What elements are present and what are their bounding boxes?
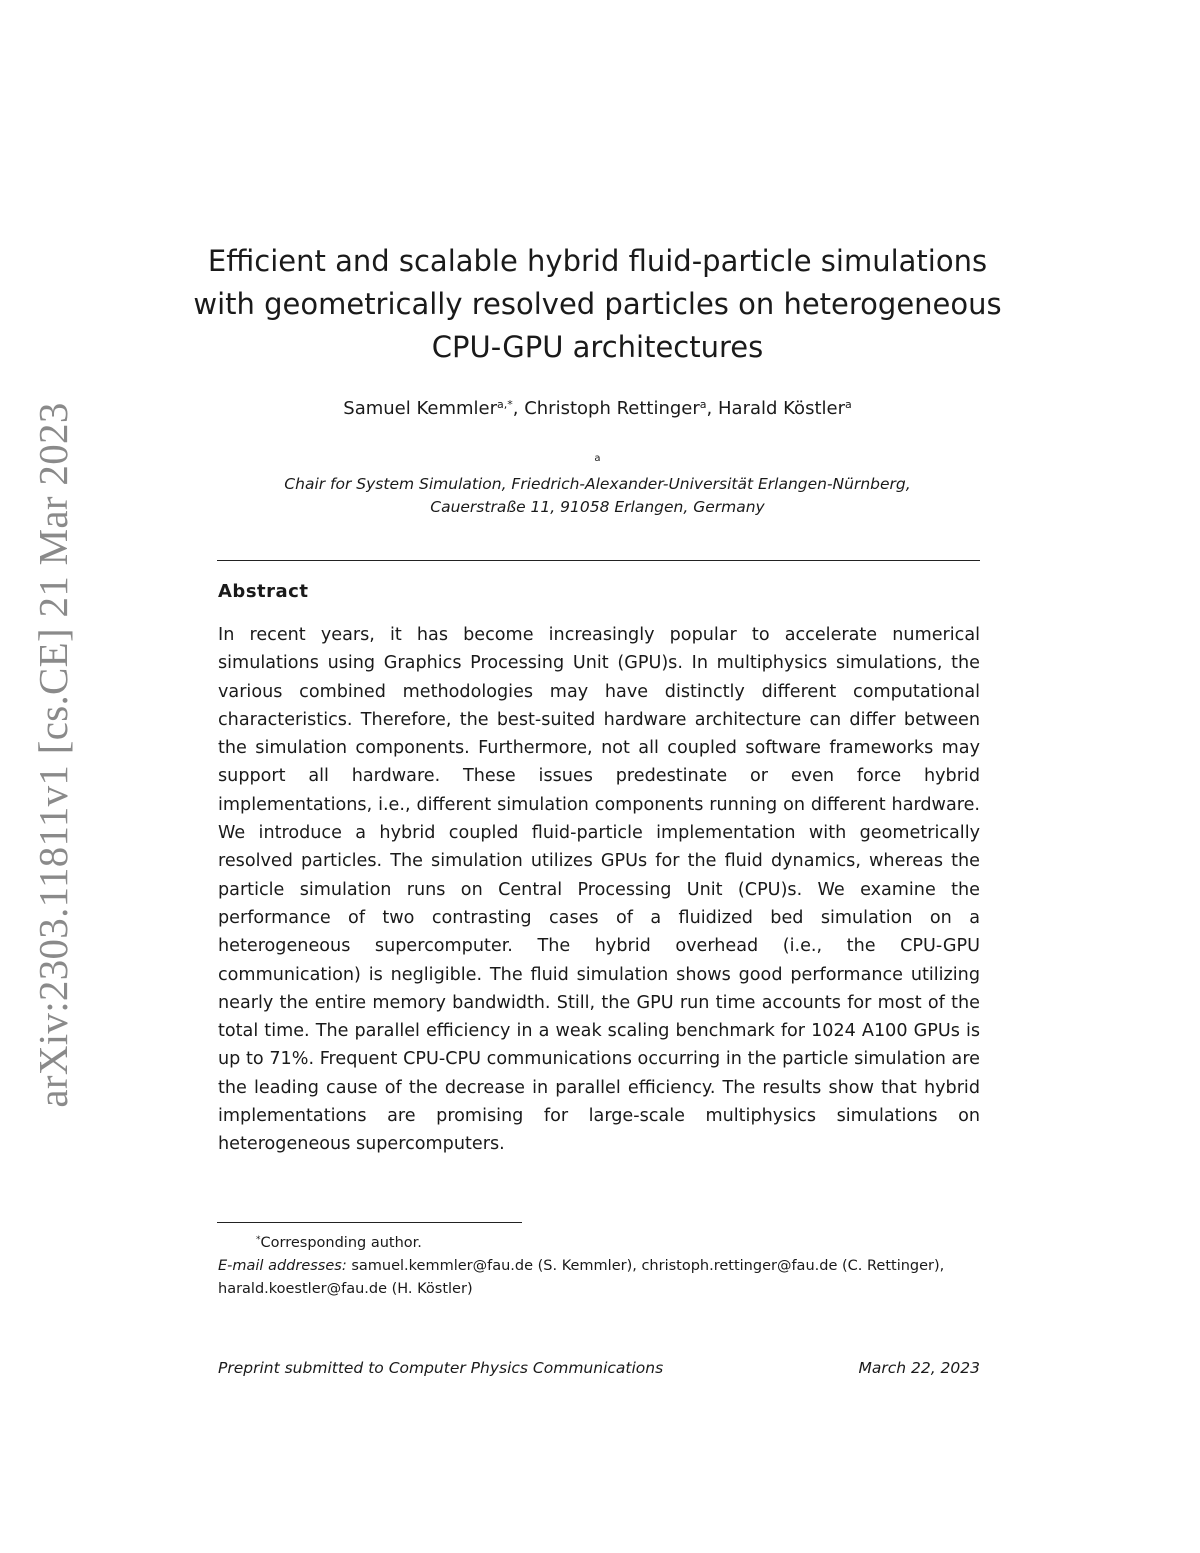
abstract-body: In recent years, it has become increasingly popular to accelerate numerical simulations using Graphics Processing Unit (GPU)s. In multiphysics simulations, the various combined methodologies may have distinctly different computational characteristics. Therefore, the best-suited hardware architecture can differ between the simulation components. Furthermore, not all coupled software frameworks may support all hardware. These issues predestinate or even force hybrid implementations, i.e., different simulation components running on different hardware. We introduce a hybrid coupled fluid-particle implementation with geometrically resolved particles. The simulation utilizes GPUs for the fluid dynamics, whereas the particle simulation runs on Central Processing Unit (CPU)s. We examine the performance of two contrasting cases of a fluidized bed simulation on a heterogeneous supercomputer. The hybrid overhead (i.e., the CPU-GPU communication) is negligible. The fluid simulation shows good performance utilizing nearly the entire memory bandwidth. Still, the GPU run time accounts for most of the total time. The parallel efficiency in a weak scaling benchmark for 1024 A100 GPUs is up to 71%. Frequent CPU-CPU communications occurring in the particle simulation are the leading cause of the decrease in parallel efficiency. The results show that hybrid implementations are promising for large-scale multiphysics simulations on heterogeneous supercomputers. <box>218 625 980 1155</box>
corresponding-author-text: Corresponding author. <box>260 1235 422 1251</box>
preprint-date: March 22, 2023 <box>858 1359 980 1377</box>
page-footer <box>218 1359 980 1377</box>
author-name: Samuel Kemmler <box>343 398 497 419</box>
email-label: E-mail addresses: <box>218 1258 347 1274</box>
author-affiliation-mark: a <box>844 398 852 411</box>
author-affiliation-mark: a,* <box>497 398 513 411</box>
affiliation-line: Cauerstraße 11, 91058 Erlangen, Germany <box>430 498 765 516</box>
abstract-top-rule <box>217 560 980 561</box>
footnote-rule <box>217 1222 522 1223</box>
corresponding-author-note <box>218 1229 980 1255</box>
affiliation-mark: a <box>594 453 601 464</box>
email-addresses-note <box>218 1255 980 1301</box>
footnote-mark: * <box>256 1235 261 1245</box>
author-affiliation-mark: a <box>699 398 707 411</box>
abstract-heading: Abstract <box>218 581 309 602</box>
title-line: Efficient and scalable hybrid fluid-particle simulations <box>207 244 988 278</box>
title-line: CPU-GPU architectures <box>431 330 764 364</box>
author-list <box>190 398 1005 419</box>
affiliation <box>190 447 1005 519</box>
arxiv-identifier-stamp: arXiv:2303.11811v1 [cs.CE] 21 Mar 2023 <box>30 402 76 1108</box>
footnotes <box>218 1229 980 1301</box>
email-list: samuel.kemmler@fau.de (S. Kemmler), christoph.rettinger@fau.de (C. Rettinger), harald.koestler@fau.de (H. Köstler) <box>218 1258 945 1297</box>
preprint-venue: Preprint submitted to Computer Physics Communications <box>218 1359 664 1377</box>
author-separator: , <box>512 398 525 419</box>
author-separator: , <box>706 398 718 419</box>
author-name: Christoph Rettinger <box>524 398 700 419</box>
title-line: with geometrically resolved particles on heterogeneous <box>193 287 1002 321</box>
affiliation-text: Chair for System Simulation, Friedrich-Alexander-Universität Erlangen-Nürnberg, <box>284 475 911 493</box>
affiliation-line <box>190 447 1005 496</box>
paper-title <box>190 240 1005 369</box>
author-name: Harald Köstler <box>718 398 845 419</box>
